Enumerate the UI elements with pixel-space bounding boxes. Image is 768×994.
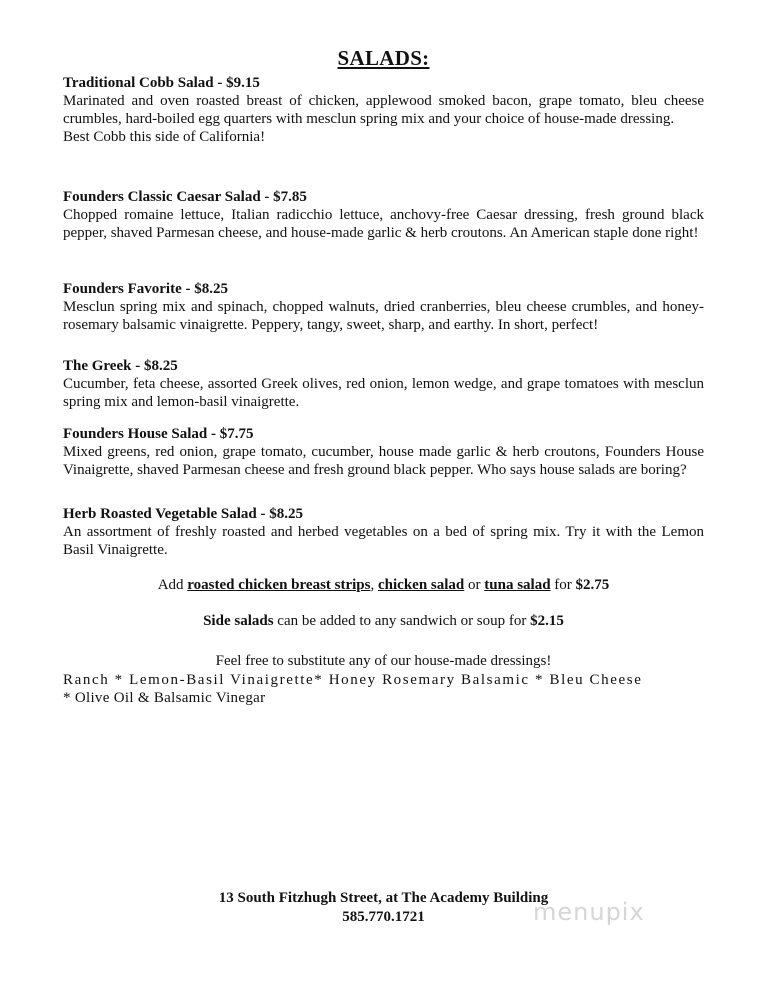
addon-chicken-strips: roasted chicken breast strips — [187, 577, 371, 593]
addons-sep: or — [464, 577, 485, 593]
item-name: Founders House Salad - $7.75 — [63, 426, 254, 442]
dressings-line-1: Ranch * Lemon-Basil Vinaigrette* Honey Rosemary Balsamic * Bleu Cheese — [63, 672, 643, 688]
addons-prefix: Add — [157, 577, 188, 593]
item-name: Founders Classic Caesar Salad - $7.85 — [63, 189, 307, 205]
side-salads-price: $2.15 — [530, 613, 564, 629]
menu-item-house — [63, 425, 704, 479]
addons-sep: , — [370, 577, 378, 593]
menu-item-herb-roasted — [63, 505, 704, 559]
menu-item-caesar — [63, 188, 704, 242]
dressings-intro: Feel free to substitute any of our house-made dressings! — [215, 653, 552, 669]
addons-price: $2.75 — [575, 577, 610, 593]
item-description: An assortment of freshly roasted and herbed vegetables on a bed of spring mix. Try it with the Lemon Basil Vinaigrette. — [63, 524, 704, 558]
item-description: Cucumber, feta cheese, assorted Greek olives, red onion, lemon wedge, and grape tomatoes with mesclun spring mix and lemon-basil vinaigrette. — [63, 376, 704, 410]
item-description: Marinated and oven roasted breast of chicken, applewood smoked bacon, grape tomato, bleu cheese crumbles, hard-boiled egg quarters with mesclun spring mix and your choice of house-made dressing. — [63, 93, 704, 127]
menupix-watermark: menupix — [533, 898, 645, 926]
item-description: Mesclun spring mix and spinach, chopped walnuts, dried cranberries, bleu cheese crumbles, and honey-rosemary balsamic vinaigrette. Peppery, tangy, sweet, sharp, and earthy. In short, perfect! — [63, 299, 704, 333]
menu-item-cobb — [63, 74, 704, 146]
item-name: Founders Favorite - $8.25 — [63, 281, 228, 297]
dressings-list — [63, 671, 704, 707]
side-salads-label: Side salads — [203, 613, 274, 629]
section-title: SALADS: — [337, 46, 430, 70]
side-salads-text: can be added to any sandwich or soup for — [273, 613, 531, 629]
item-description: Chopped romaine lettuce, Italian radicchio lettuce, anchovy-free Caesar dressing, fresh ground black pepper, shaved Parmesan cheese, and house-made garlic & herb croutons. An American staple done right! — [63, 207, 704, 241]
item-name: The Greek - $8.25 — [63, 358, 178, 374]
addon-chicken-salad: chicken salad — [378, 577, 465, 593]
addons-for: for — [550, 577, 576, 593]
addons-line — [63, 576, 704, 594]
item-note: Best Cobb this side of California! — [63, 129, 266, 145]
item-description: Mixed greens, red onion, grape tomato, cucumber, house made garlic & herb croutons, Founders House Vinaigrette, shaved Parmesan cheese and fresh ground black pepper. Who says house salads are boring? — [63, 444, 704, 478]
footer-address: 13 South Fitzhugh Street, at The Academy Building — [218, 890, 549, 906]
addon-tuna-salad: tuna salad — [484, 577, 551, 593]
item-name: Herb Roasted Vegetable Salad - $8.25 — [63, 506, 303, 522]
item-name: Traditional Cobb Salad - $9.15 — [63, 75, 260, 91]
side-salads-line — [63, 612, 704, 630]
menu-item-greek — [63, 357, 704, 411]
footer-phone: 585.770.1721 — [342, 909, 425, 925]
dressings-line-2: * Olive Oil & Balsamic Vinegar — [63, 690, 266, 706]
menu-item-founders-favorite — [63, 280, 704, 334]
